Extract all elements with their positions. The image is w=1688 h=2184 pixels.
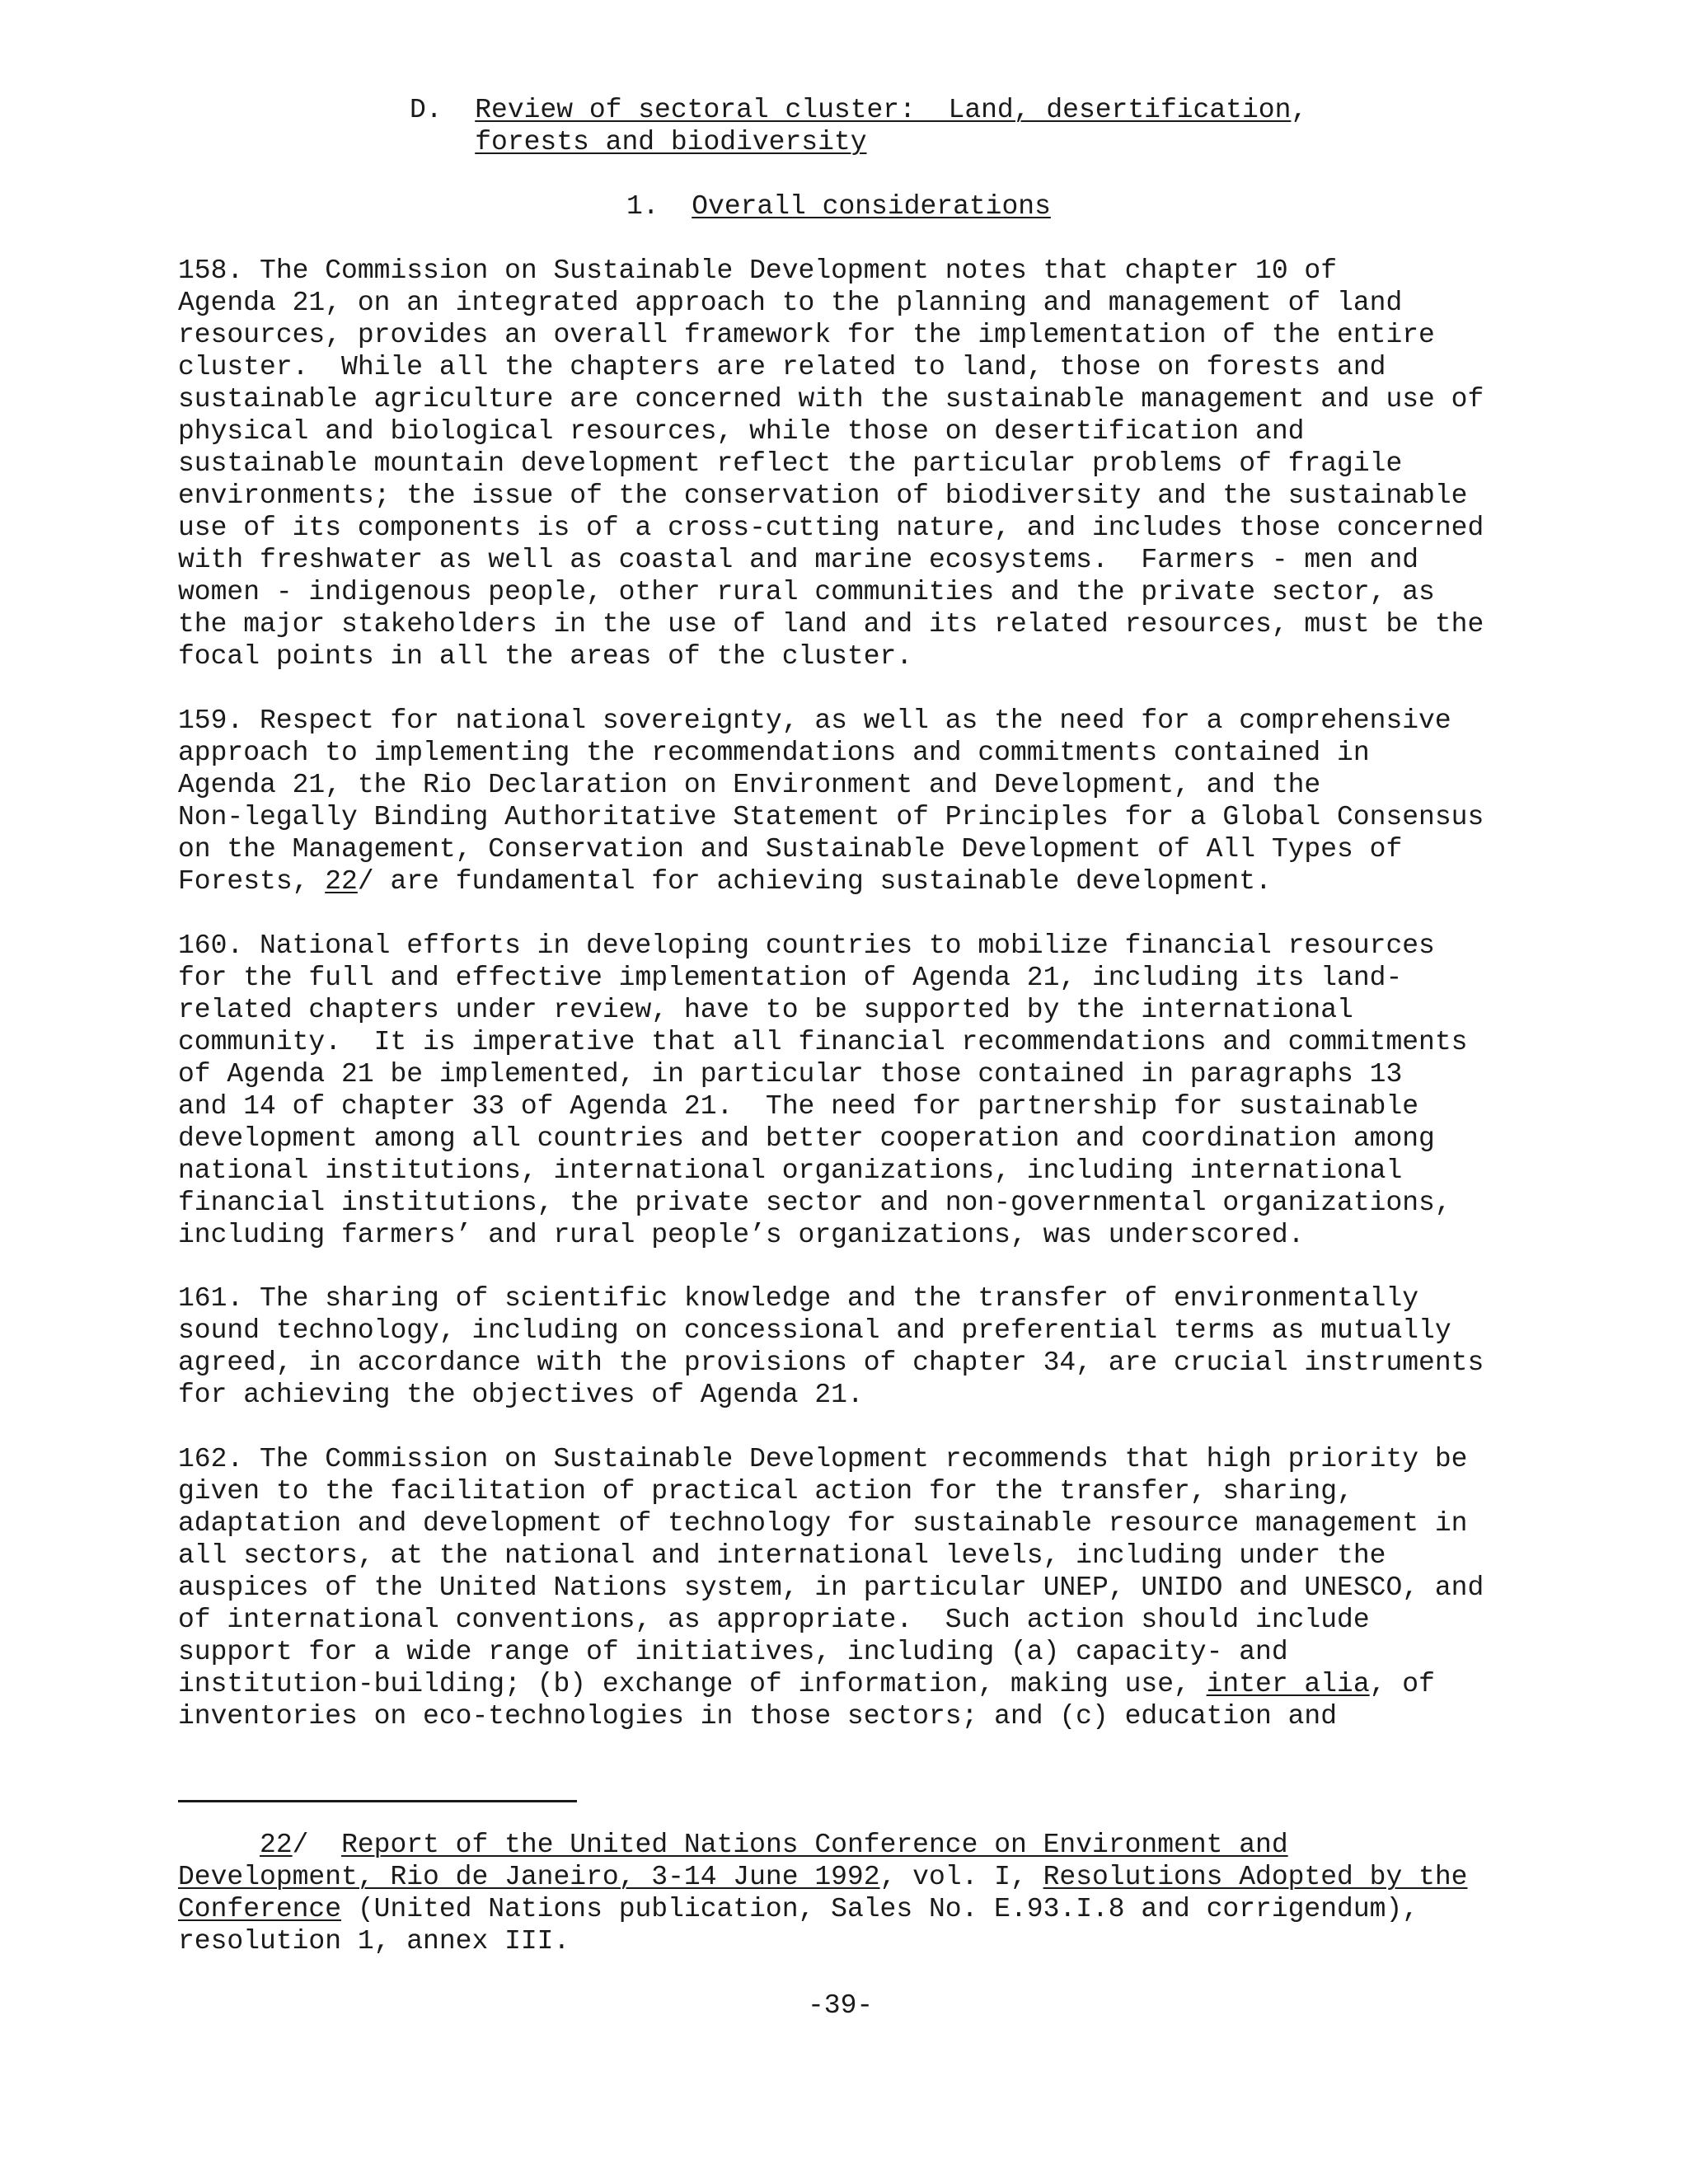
footnote-resolutions-title-cont: Conference: [178, 1894, 342, 1924]
paragraph-line: Forests,: [178, 866, 326, 897]
paragraph-line: auspices of the United Nations system, in particular UNEP, UNIDO and UNESCO, and: [178, 1572, 1484, 1603]
paragraph-line: agreed, in accordance with the provisions of chapter 34, are crucial instruments: [178, 1347, 1484, 1378]
paragraph-line: environments; the issue of the conservation of biodiversity and the sustainable: [178, 480, 1468, 511]
footnote-22: [178, 1829, 1467, 1957]
paragraph-line: of international conventions, as appropriate. Such action should include: [178, 1605, 1370, 1635]
footnote-publication: (United Nations publication, Sales No. E.93.I.8 and corrigendum),: [341, 1894, 1419, 1924]
paragraph-line: sustainable mountain development reflect the particular problems of fragile: [178, 448, 1403, 479]
paragraph-line-tail: / are fundamental for achieving sustainable development.: [357, 866, 1272, 897]
paragraph-162: [178, 1443, 1522, 1732]
footnote-indent: [178, 1830, 260, 1860]
paragraph-line: adaptation and development of technology for sustainable resource management in: [178, 1508, 1468, 1539]
paragraph-line: including farmers’ and rural people’s organizations, was underscored.: [178, 1220, 1305, 1250]
paragraph-line: Non-legally Binding Authoritative Statement of Principles for a Global Consensus: [178, 802, 1484, 832]
paragraph-line: women - indigenous people, other rural communities and the private sector, as: [178, 577, 1435, 607]
paragraph-line-tail: , of: [1369, 1669, 1435, 1699]
paragraph-161: [178, 1282, 1522, 1411]
footnote-volume: , vol. I,: [879, 1862, 1043, 1892]
paragraph-line: related chapters under review, have to be supported by the international: [178, 995, 1353, 1025]
paragraph-line: the major stakeholders in the use of land and its related resources, must be the: [178, 609, 1484, 640]
paragraph-line: 158. The Commission on Sustainable Development notes that chapter 10 of: [178, 255, 1338, 286]
paragraph-159: [178, 705, 1522, 898]
paragraph-line: 159. Respect for national sovereignty, as well as the need for a comprehensive: [178, 705, 1451, 736]
paragraph-line: sustainable agriculture are concerned with the sustainable management and use of: [178, 384, 1484, 415]
paragraph-line: focal points in all the areas of the cluster.: [178, 641, 913, 672]
footnote-divider: [178, 1800, 577, 1802]
footnote-report-title-cont: Development, Rio de Janeiro, 3-14 June 1992: [178, 1862, 880, 1892]
paragraph-line: inventories on eco-technologies in those sectors; and (c) education and: [178, 1701, 1338, 1732]
paragraph-160: [178, 930, 1522, 1251]
paragraph-line: Agenda 21, on an integrated approach to the planning and management of land: [178, 288, 1403, 318]
section-title-line1-tail: ,: [1291, 95, 1308, 125]
paragraph-line: cluster. While all the chapters are related to land, those on forests and: [178, 352, 1386, 382]
footnote-resolutions-title: Resolutions Adopted by the: [1043, 1862, 1468, 1892]
paragraph-line: use of its components is of a cross-cutting nature, and includes those concerned: [178, 513, 1484, 543]
paragraph-line: support for a wide range of initiatives, including (a) capacity- and: [178, 1637, 1288, 1667]
footnote-report-title: Report of the United Nations Conference on Environment and: [341, 1830, 1288, 1860]
paragraph-line: Agenda 21, the Rio Declaration on Environment and Development, and the: [178, 770, 1321, 800]
paragraph-line: financial institutions, the private sector and non-governmental organizations,: [178, 1188, 1451, 1218]
paragraph-line: community. It is imperative that all financial recommendations and commitments: [178, 1027, 1468, 1057]
footnote-number-tail: /: [292, 1830, 342, 1860]
subsection-title: Overall considerations: [692, 191, 1051, 222]
paragraph-line: development among all countries and better cooperation and coordination among: [178, 1123, 1435, 1154]
section-letter: D.: [410, 95, 443, 125]
page-number: -39-: [808, 1990, 874, 2021]
paragraph-line: resources, provides an overall framework for the implementation of the entire: [178, 320, 1435, 350]
section-title-line1: Review of sectoral cluster: Land, desertification: [475, 95, 1292, 125]
paragraph-line: sound technology, including on concessional and preferential terms as mutually: [178, 1315, 1451, 1346]
emphasis-inter-alia: inter alia: [1206, 1669, 1370, 1699]
paragraph-line: approach to implementing the recommendations and commitments contained in: [178, 738, 1370, 768]
paragraph-line: on the Management, Conservation and Sustainable Development of All Types of: [178, 834, 1403, 865]
paragraph-158: [178, 255, 1522, 673]
paragraph-line: physical and biological resources, while those on desertification and: [178, 416, 1305, 447]
paragraph-line: for achieving the objectives of Agenda 21.: [178, 1380, 864, 1410]
paragraph-line: 161. The sharing of scientific knowledge and the transfer of environmentally: [178, 1283, 1419, 1314]
footnote-number: 22: [260, 1830, 293, 1860]
paragraph-line: national institutions, international organizations, including international: [178, 1155, 1403, 1186]
paragraph-line: all sectors, at the national and international levels, including under the: [178, 1540, 1386, 1571]
paragraph-line: with freshwater as well as coastal and marine ecosystems. Farmers - men and: [178, 545, 1419, 575]
subsection-heading: [626, 190, 1051, 223]
paragraph-line: of Agenda 21 be implemented, in particular those contained in paragraphs 13: [178, 1059, 1403, 1090]
paragraph-line: 162. The Commission on Sustainable Development recommends that high priority be: [178, 1444, 1468, 1474]
footnote-reference-link[interactable]: 22: [325, 866, 358, 897]
subsection-number: 1.: [626, 191, 659, 222]
paragraph-line: 160. National efforts in developing countries to mobilize financial resources: [178, 930, 1435, 961]
section-heading: [410, 94, 1307, 158]
paragraph-line: and 14 of chapter 33 of Agenda 21. The need for partnership for sustainable: [178, 1091, 1419, 1122]
section-title-line2: forests and biodiversity: [475, 127, 867, 157]
paragraph-line: for the full and effective implementation of Agenda 21, including its land-: [178, 963, 1403, 993]
footnote-resolution: resolution 1, annex III.: [178, 1926, 570, 1957]
paragraph-line: given to the facilitation of practical action for the transfer, sharing,: [178, 1476, 1353, 1507]
paragraph-line: institution-building; (b) exchange of information, making use,: [178, 1669, 1207, 1699]
